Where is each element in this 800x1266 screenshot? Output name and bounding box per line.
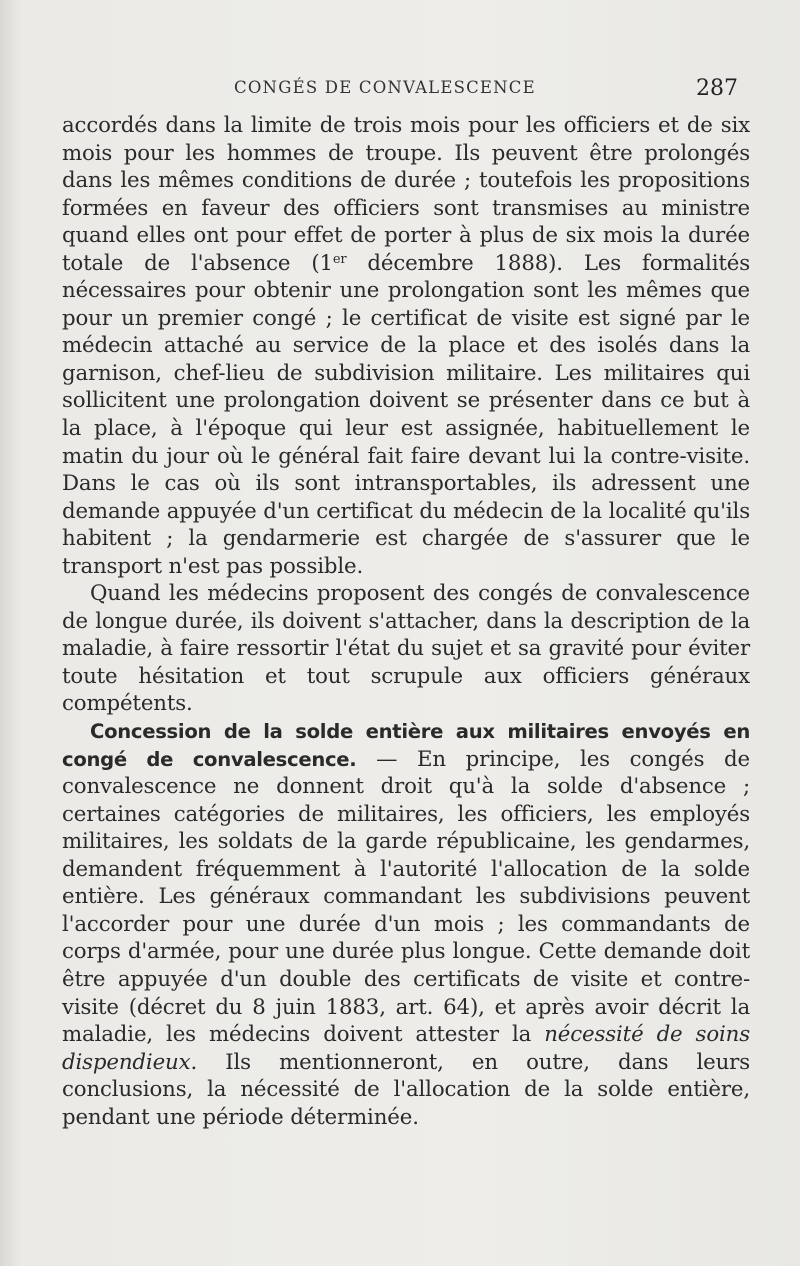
paragraph-solde-text-b: . Ils mentionneront, en outre, dans leurs conclusions, la nécessité de l'allocation de la solde entière, pendant une période déterminée. bbox=[62, 1049, 750, 1130]
page-number: 287 bbox=[696, 76, 738, 101]
paragraph-solde-text-a: — En principe, les congés de convalescence ne donnent droit qu'à la solde d'absence ; certaines catégories de militaires, les officiers, les employés militaires, les soldats de la garde républicaine, les gendarmes, demandent fréquemment à l'autorité l'allocation de la solde entière. Les généraux commandant les subdivisions peuvent l'accorder pour une durée d'un mois ; les commandants de corps d'armée, pour une durée plus longue. Cette demande doit être appuyée d'un double des certificats de visite et contre-visite (décret du 8 juin 1883, art. 64), et après avoir décrit la maladie, les médecins doivent attester la bbox=[62, 746, 750, 1048]
section-heading: Concession de la solde entière aux militaires envoyés en congé de convalescence. bbox=[62, 720, 750, 771]
paragraph-prolongation-text-a: accordés dans la limite de trois mois pour les officiers et de six mois pour les hommes de troupe. Ils peuvent être prolongés dans les mêmes conditions de durée ; toutefois les propositions formées en faveur des officiers sont transmises au ministre quand elles ont pour effet de porter à plus de six mois la durée totale de l'absence (1 bbox=[62, 113, 750, 276]
paragraph-longue-duree: Quand les médecins proposent des congés de convalescence de longue durée, ils doivent s'attacher, dans la description de la maladie, à faire ressortir l'état du sujet et sa gravité pour éviter toute hésitation et tout scrupule aux officiers généraux compétents. bbox=[62, 581, 750, 717]
paragraph-solde-entiere bbox=[62, 718, 750, 1131]
superscript-er: er bbox=[332, 251, 347, 267]
paragraph-prolongation bbox=[62, 112, 750, 580]
running-head bbox=[60, 76, 740, 106]
italic-phrase: nécessité de soins dispendieux bbox=[62, 1022, 751, 1075]
running-title: CONGÉS DE CONVALESCENCE bbox=[234, 78, 536, 97]
page-body bbox=[62, 112, 750, 1131]
paragraph-prolongation-text-b: décembre 1888). Les formalités nécessaires pour obtenir une prolongation sont les mêmes que pour un premier congé ; le certificat de visite est signé par le médecin attaché au service de la place et des isolés dans la garnison, chef-lieu de subdivision militaire. Les militaires qui sollicitent une prolongation doivent se présenter dans ce but à la place, à l'époque qui leur est assignée, habituellement le matin du jour où le général fait faire devant lui la contre-visite. Dans le cas où ils sont intransportables, ils adressent une demande appuyée d'un certificat du médecin de la localité qu'ils habitent ; la gendarmerie est chargée de s'assurer que le transport n'est pas possible. bbox=[62, 250, 750, 579]
